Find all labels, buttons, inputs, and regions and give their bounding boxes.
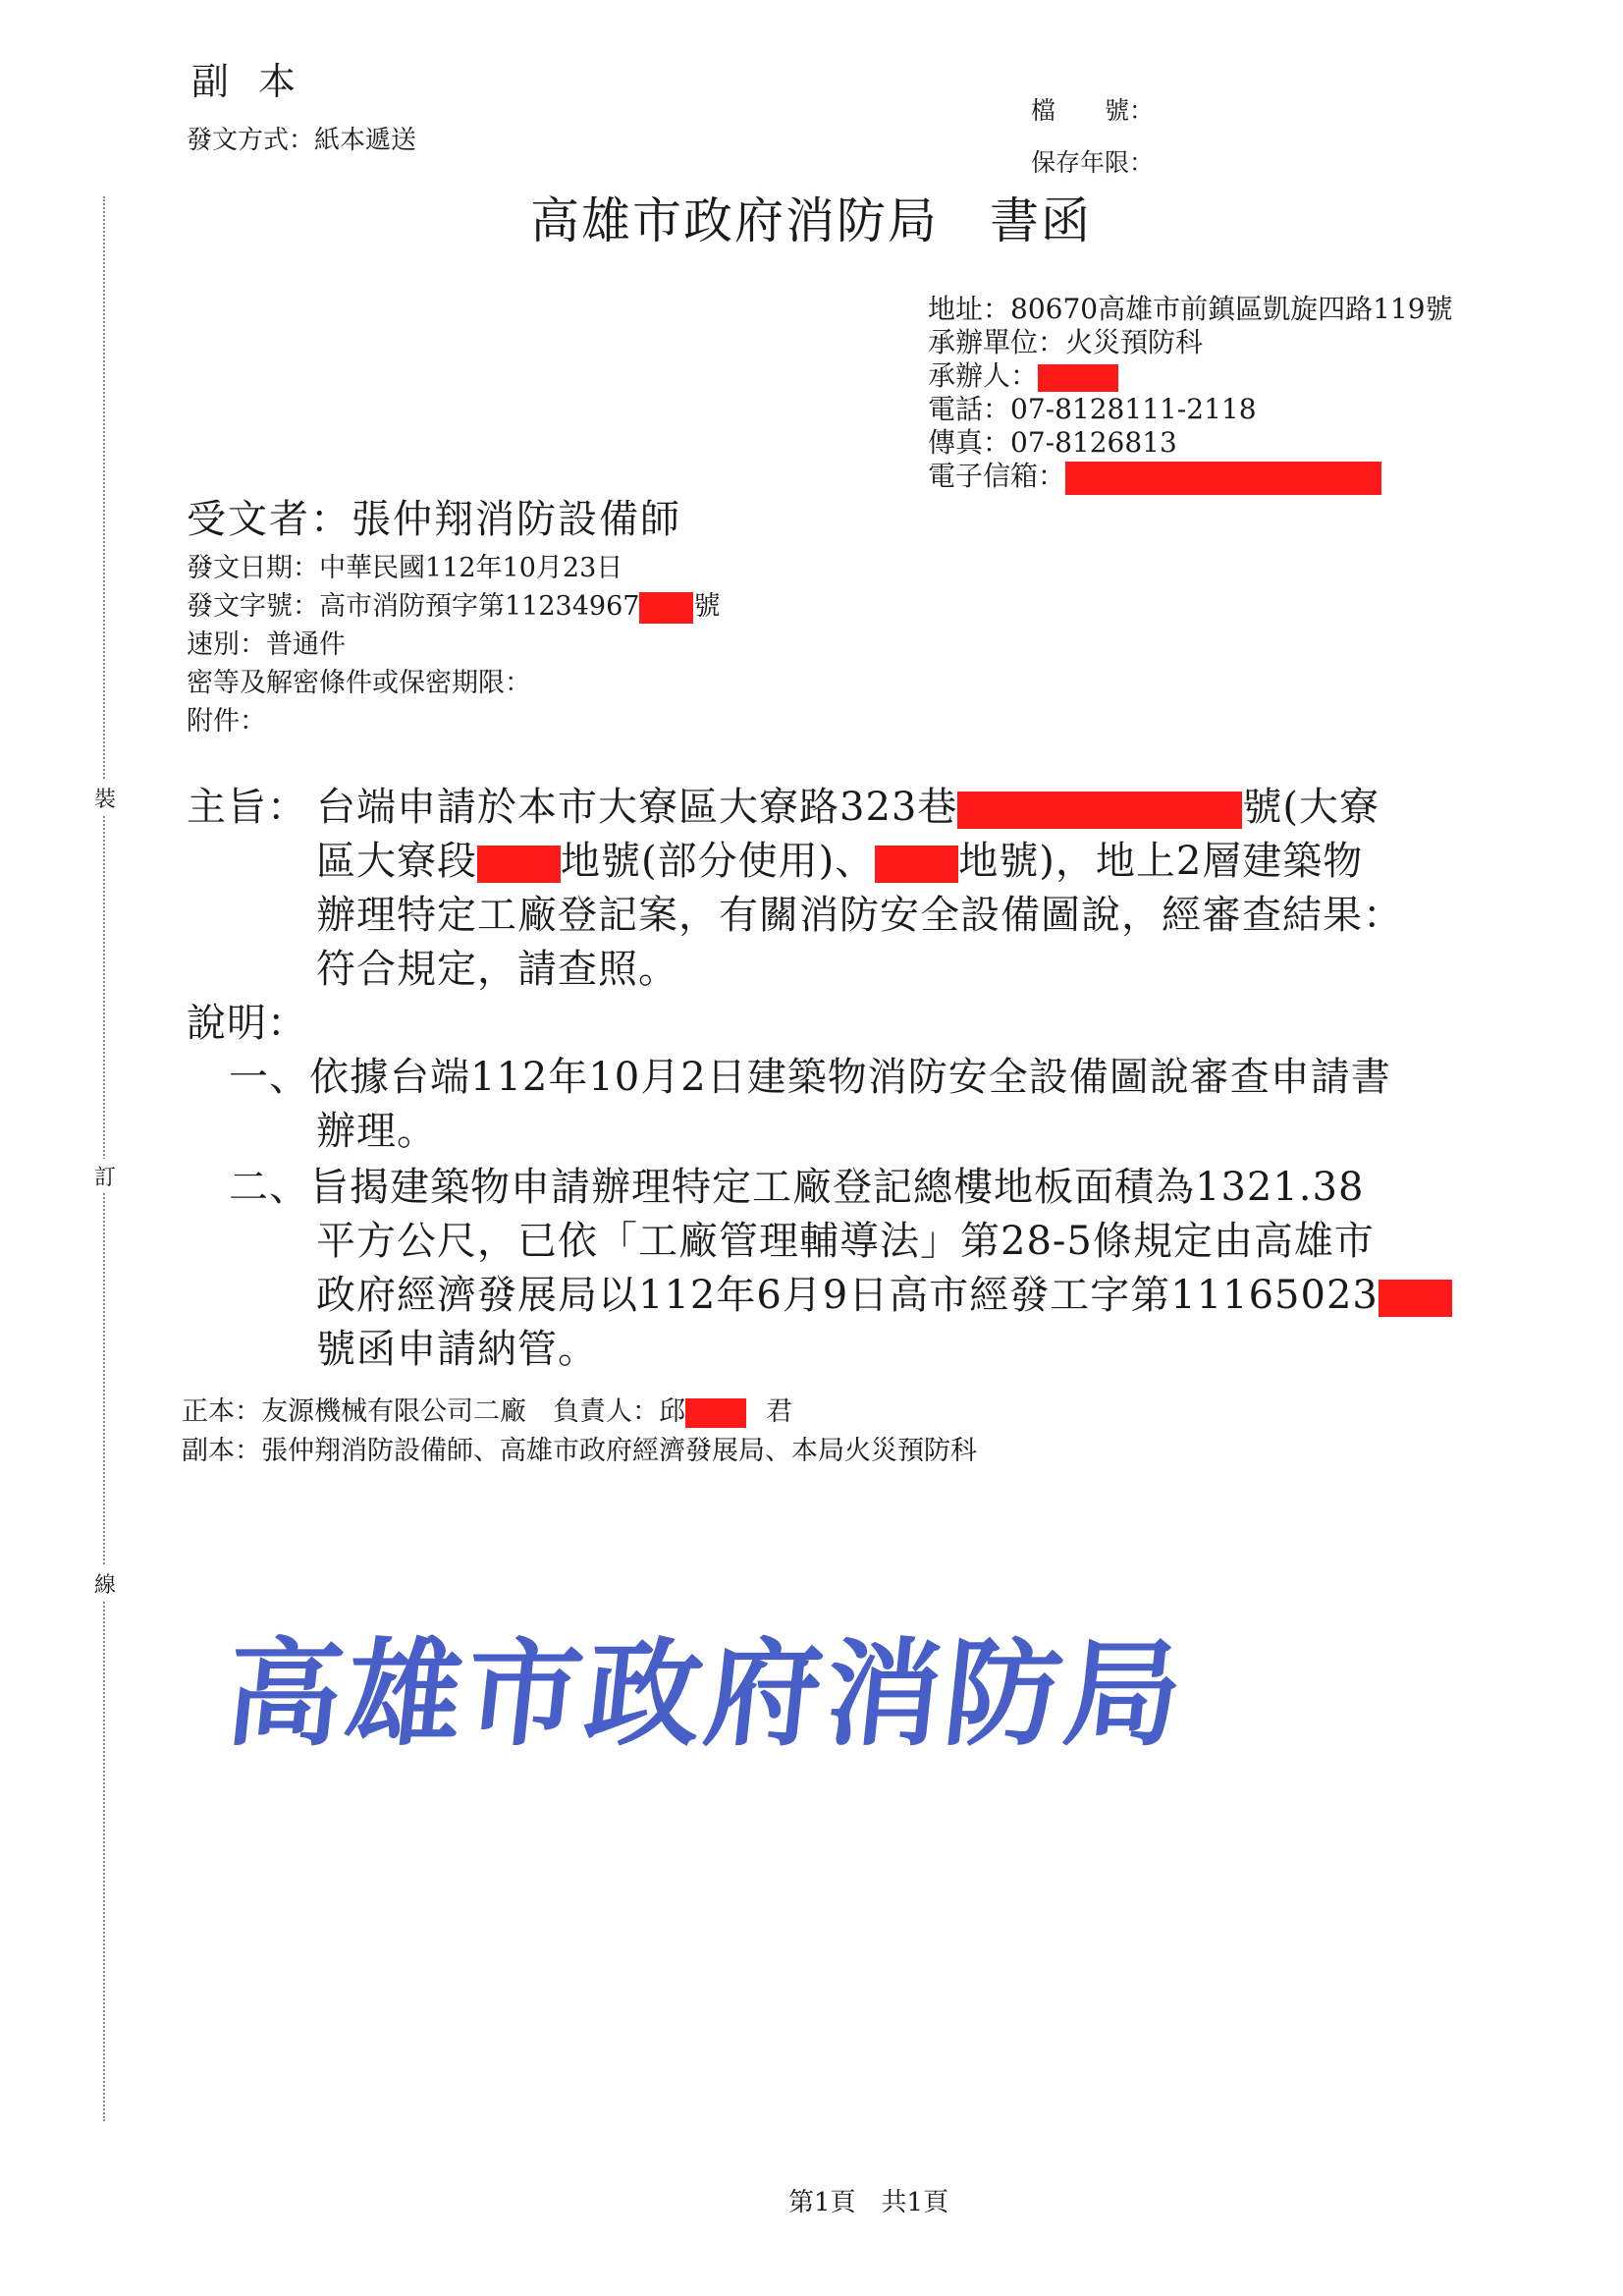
handler-label: 承辦人：: [928, 359, 1039, 392]
page-number: 第1頁 共1頁: [788, 2188, 949, 2217]
subject-label: 主旨：: [187, 785, 307, 830]
subject-line-3: 辦理特定工廠登記案，有關消防安全設備圖說，經審查結果：: [316, 893, 1403, 938]
explanation-label: 說明：: [187, 1001, 307, 1046]
address-line: 地址：80670高雄市前鎮區凱旋四路119號: [928, 293, 1453, 325]
retention-period-label: 保存年限：: [1031, 148, 1155, 177]
secrecy-level: 密等及解密條件或保密期限：: [187, 668, 531, 698]
email-label: 電子信箱：: [928, 460, 1066, 492]
unit-line: 承辦單位：火災預防科: [928, 326, 1204, 358]
redaction-block: [1065, 462, 1381, 495]
explanation-item-2-line-4: 號函申請納管。: [316, 1327, 598, 1372]
redaction-block: [957, 792, 1242, 829]
explanation-item-2-line-2: 平方公尺，已依「工廠管理輔導法」第28-5條規定由高雄市: [316, 1219, 1375, 1264]
distribution-block: [182, 1393, 977, 1471]
binding-char-xian: 線: [94, 1566, 116, 1601]
agency-seal-stamp: 高雄市政府消防局: [219, 1626, 1193, 1762]
attachment: 附件：: [187, 706, 266, 737]
meta-block: [187, 549, 720, 740]
redaction-block: [875, 846, 958, 883]
redaction-block: [477, 846, 561, 883]
redaction-block: [685, 1398, 746, 1428]
phone-line: 電話：07-8128111-2118: [928, 393, 1257, 425]
redaction-block: [1379, 1280, 1452, 1317]
original-recipient: 正本：友源機械有限公司二廠 負責人：邱 君: [182, 1396, 792, 1427]
handler-line: [928, 359, 1453, 393]
binding-char-zhuang: 裝: [94, 781, 116, 815]
issue-date: 發文日期：中華民國112年10月23日: [187, 553, 623, 583]
speed-class: 速別：普通件: [187, 629, 346, 660]
send-method: [187, 120, 416, 156]
contact-block: [928, 293, 1453, 493]
explanation-item-1-line-2: 辦理。: [316, 1109, 437, 1154]
document-number: 發文字號：高市消防預字第11234967 號: [187, 591, 721, 622]
subject-line-4: 符合規定，請查照。: [316, 947, 678, 992]
subject-line-1: 台端申請於本市大寮區大寮路323巷 號(大寮: [316, 785, 1380, 830]
fax-line: 傳真：07-8126813: [928, 426, 1177, 459]
send-method-label: 發文方式：: [187, 126, 315, 155]
copy-marker: 副本: [191, 60, 326, 103]
email-line: [928, 460, 1453, 493]
send-method-value: 紙本遞送: [314, 126, 417, 155]
subject-line-2: 區大寮段 地號(部分使用)、 地號)，地上2層建築物: [316, 839, 1364, 884]
explanation-item-2-line-3: 政府經濟發展局以112年6月9日高市經發工字第11165023: [316, 1264, 1452, 1320]
explanation-item-1-line-1: 一、依據台端112年10月2日建築物消防安全設備圖說審查申請書: [229, 1055, 1391, 1100]
redaction-block: [639, 592, 693, 624]
document-title: 高雄市政府消防局 書函: [530, 192, 1092, 249]
copy-recipients: 副本：張仲翔消防設備師、高雄市政府經濟發展局、本局火災預防科: [182, 1436, 977, 1466]
explanation-item-2-line-1: 二、旨揭建築物申請辦理特定工廠登記總樓地板面積為1321.38: [229, 1165, 1365, 1210]
redaction-block: [1038, 364, 1118, 392]
recipient: 受文者：張仲翔消防設備師: [187, 497, 681, 542]
file-number-label: 檔 號：: [1031, 96, 1155, 125]
binding-char-ding: 訂: [94, 1159, 116, 1193]
